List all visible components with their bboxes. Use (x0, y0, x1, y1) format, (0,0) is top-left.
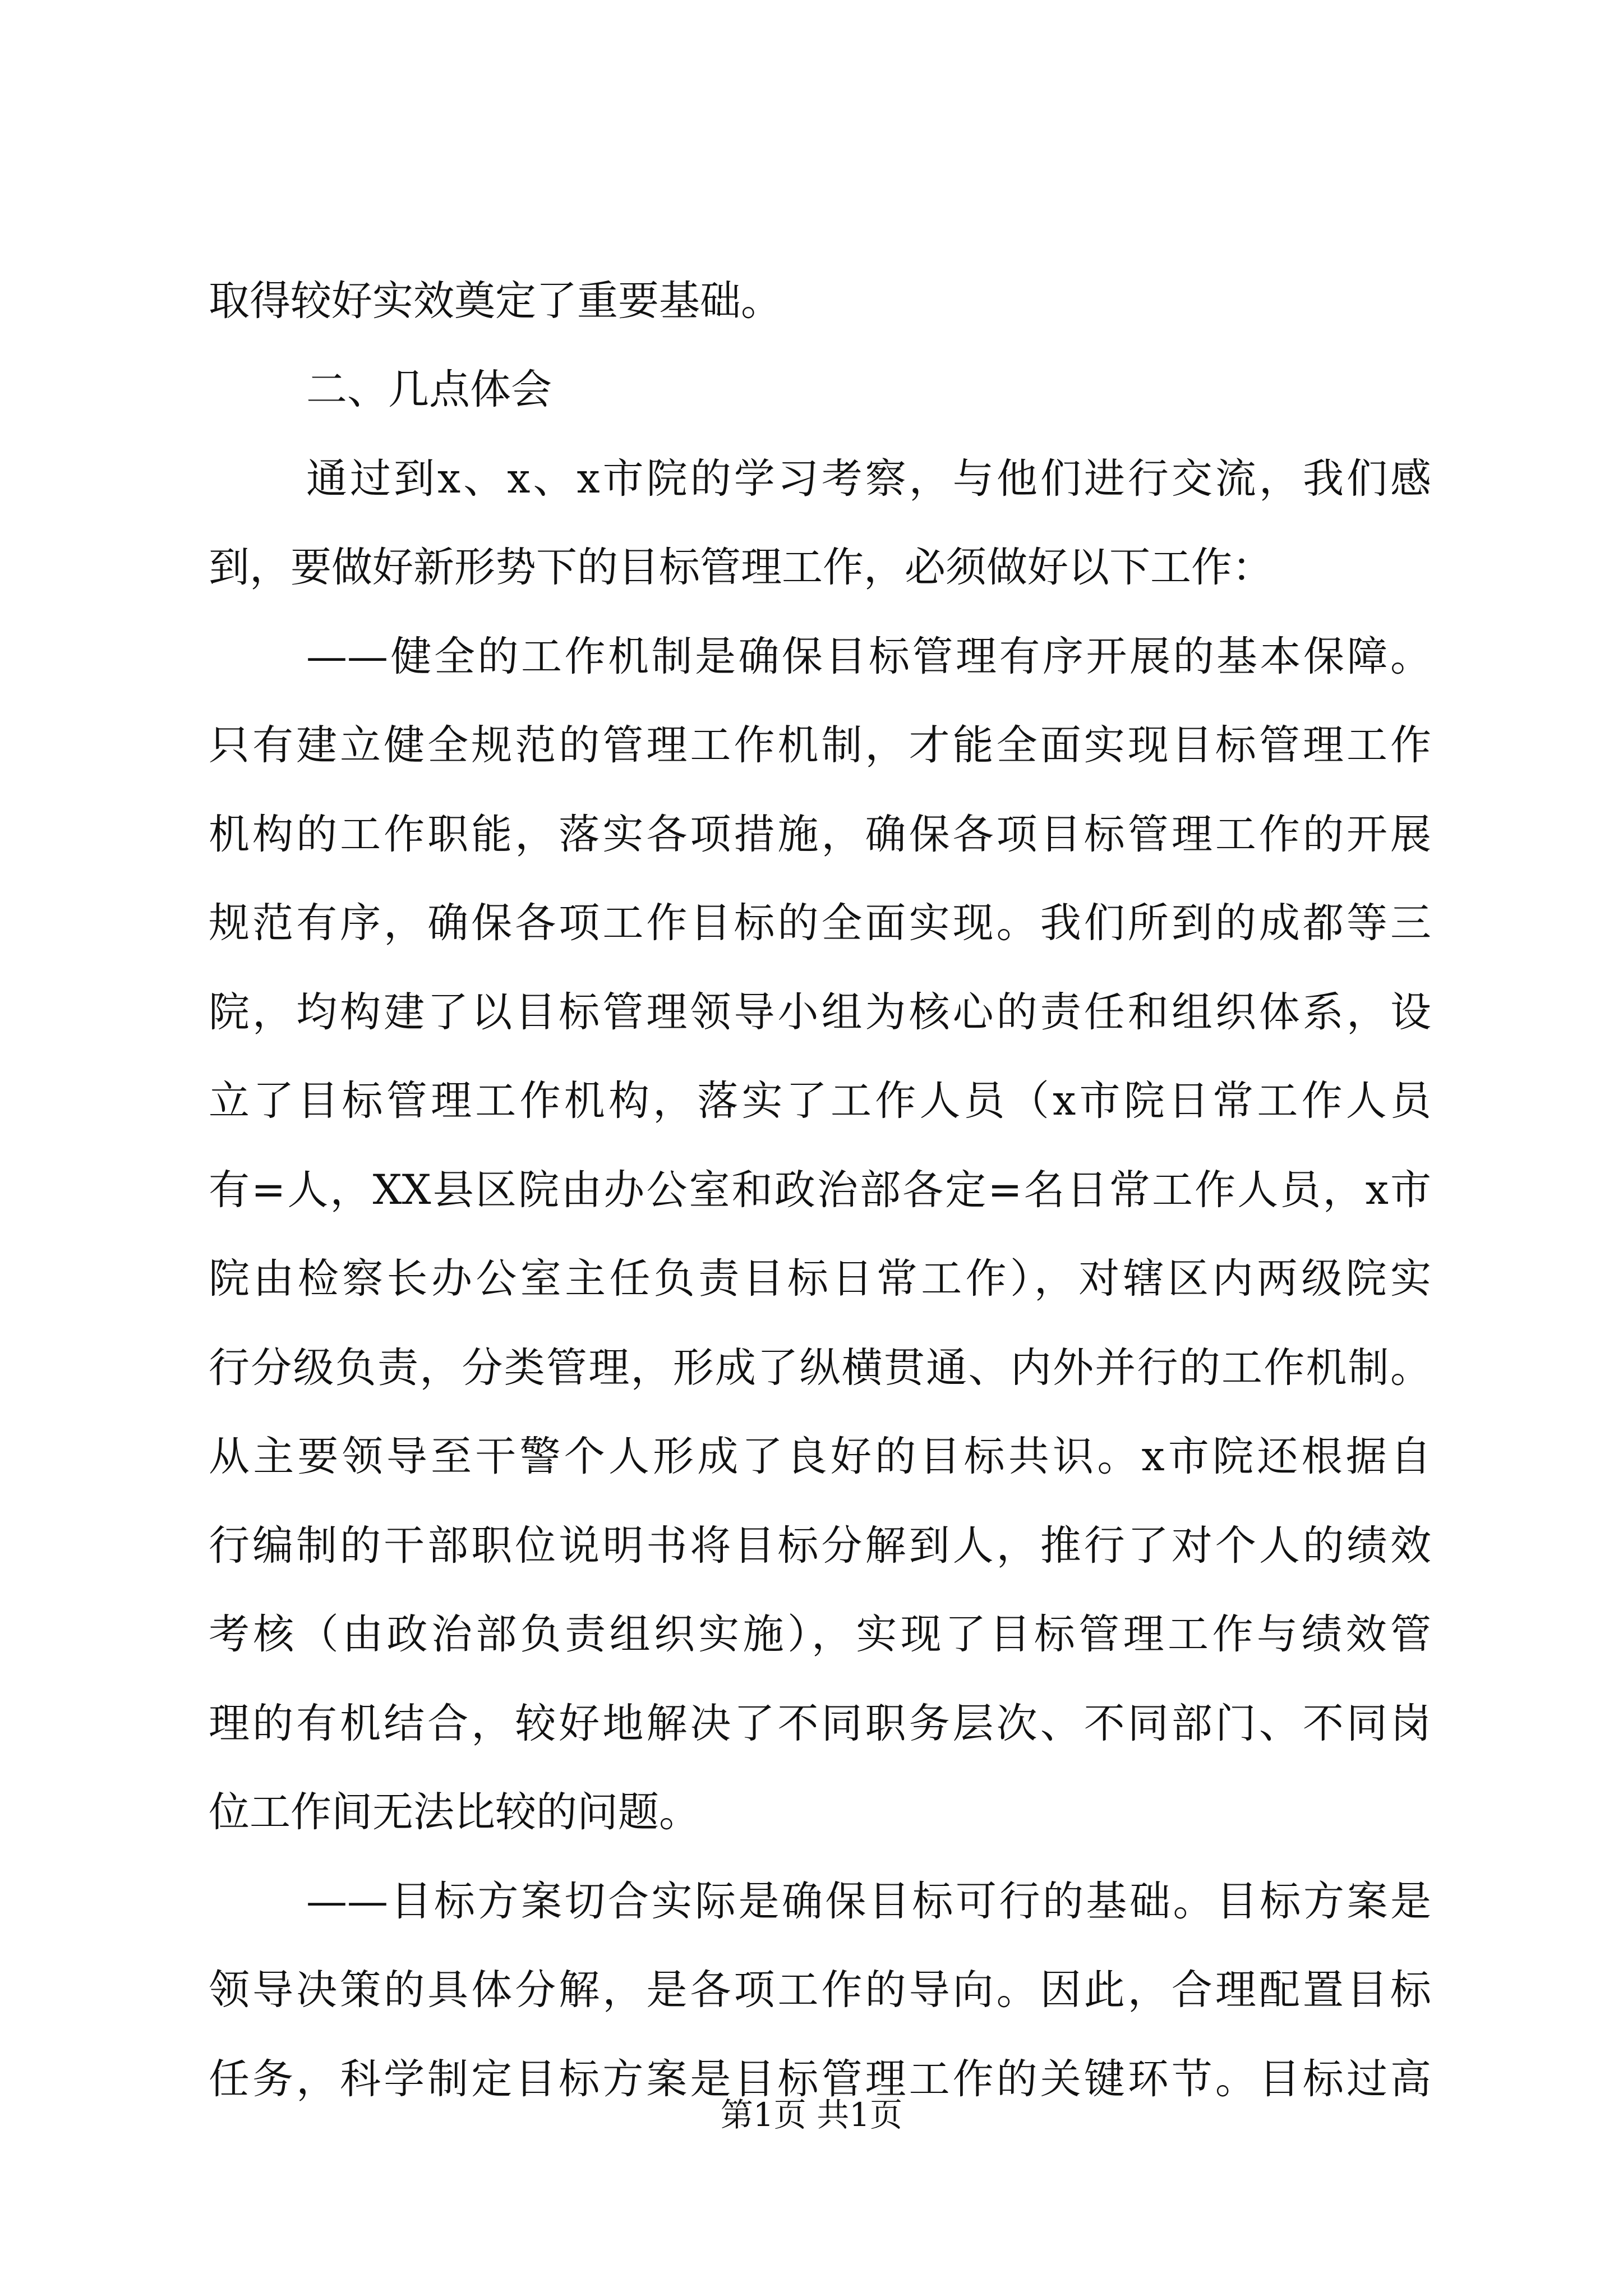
paragraph-line: 理的有机结合，较好地解决了不同职务层次、不同部门、不同岗 (209, 1700, 1431, 1747)
paragraph-line: 通过到x、x、x市院的学习考察，与他们进行交流，我们感 (306, 455, 1431, 503)
paragraph-line: 院由检察长办公室主任负责目标日常工作），对辖区内两级院实 (209, 1255, 1431, 1303)
paragraph-line: 行编制的干部职位说明书将目标分解到人，推行了对个人的绩效 (209, 1522, 1431, 1570)
paragraph-line: 院，均构建了以目标管理领导小组为核心的责任和组织体系，设 (209, 988, 1431, 1036)
paragraph-line: 取得较好实效奠定了重要基础。 (209, 277, 782, 325)
paragraph-line: 只有建立健全规范的管理工作机制，才能全面实现目标管理工作 (209, 721, 1431, 769)
paragraph-line: 行分级负责，分类管理，形成了纵横贯通、内外并行的工作机制。 (209, 1344, 1431, 1392)
section-heading: 二、几点体会 (306, 366, 552, 413)
paragraph-line: 规范有序，确保各项工作目标的全面实现。我们所到的成都等三 (209, 899, 1431, 947)
paragraph-line: ——目标方案切合实际是确保目标可行的基础。目标方案是 (306, 1878, 1431, 1925)
paragraph-line: 机构的工作职能，落实各项措施，确保各项目标管理工作的开展 (209, 811, 1431, 858)
paragraph-line: 到，要做好新形势下的目标管理工作，必须做好以下工作： (209, 544, 1273, 591)
paragraph-line: ——健全的工作机制是确保目标管理有序开展的基本保障。 (306, 633, 1431, 680)
paragraph-line: 有=人，XX县区院由办公室和政治部各定=名日常工作人员，x市 (209, 1166, 1431, 1214)
paragraph-line: 考核（由政治部负责组织实施），实现了目标管理工作与绩效管 (209, 1611, 1431, 1658)
paragraph-line: 任务，科学制定目标方案是目标管理工作的关键环节。目标过高 (209, 2055, 1431, 2103)
paragraph-line: 领导决策的具体分解，是各项工作的导向。因此，合理配置目标 (209, 1966, 1431, 2014)
paragraph-line: 从主要领导至干警个人形成了良好的目标共识。x市院还根据自 (209, 1433, 1431, 1480)
page-footer: 第1页 共1页 (720, 2096, 903, 2134)
paragraph-line: 位工作间无法比较的问题。 (209, 1788, 700, 1836)
document-body (209, 0, 1431, 2103)
paragraph-line: 立了目标管理工作机构，落实了工作人员（x市院日常工作人员 (209, 1077, 1431, 1125)
